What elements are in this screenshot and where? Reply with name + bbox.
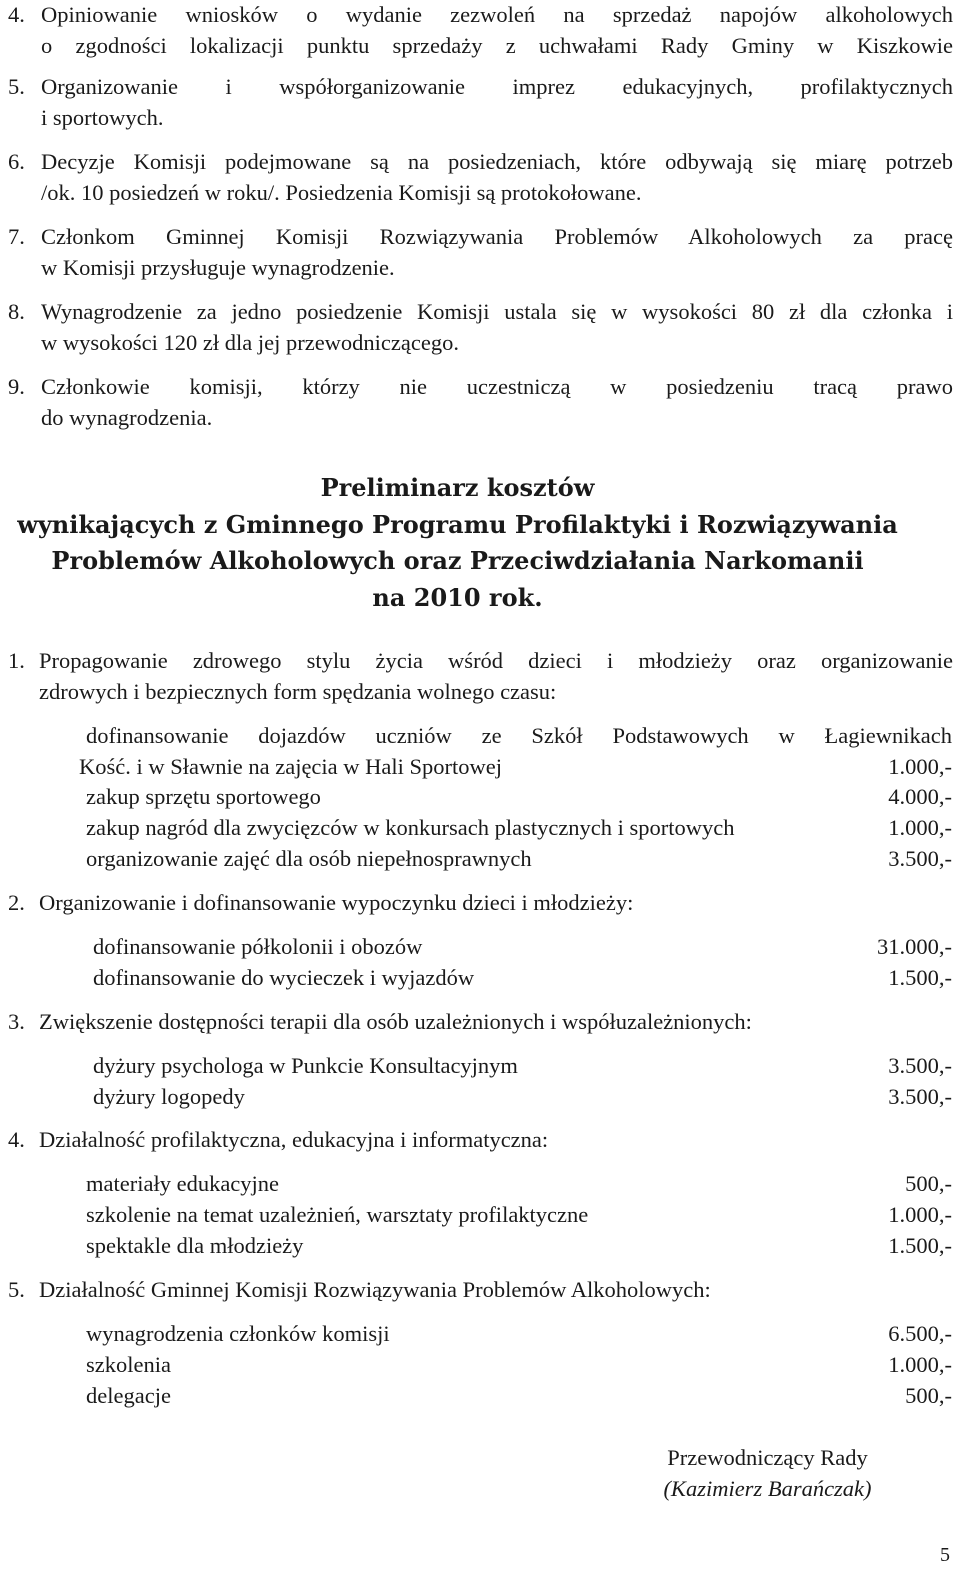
point-number: 6. — [8, 149, 25, 174]
section-number: 1. — [8, 648, 25, 673]
cost-item-amount: 4.000,- — [888, 784, 952, 809]
point-number: 8. — [8, 299, 25, 324]
point-text-line: w Komisji przysługuje wynagrodzenie. — [41, 254, 395, 280]
point-text-line: do wynagrodzenia. — [41, 404, 213, 430]
point-text-line: Członkom Gminnej Komisji Rozwiązywania Problemów Alkoholowych za pracę — [41, 224, 953, 249]
title-line: wynikających z Gminnego Programu Profilaktyki i Rozwiązywania — [17, 509, 898, 539]
cost-item — [93, 1051, 952, 1081]
point-text-line: Opiniowanie wniosków o wydanie zezwoleń na sprzedaż napojów alkoholowych — [41, 2, 953, 27]
cost-item — [93, 1082, 952, 1112]
section-number: 3. — [8, 1009, 25, 1034]
cost-item — [86, 1350, 952, 1380]
section-number: 5. — [8, 1277, 25, 1302]
cost-item-label: spektakle dla młodzieży — [86, 1233, 304, 1258]
cost-item-amount: 1.000,- — [888, 754, 952, 779]
cost-item-label: materiały edukacyjne — [86, 1171, 280, 1196]
section-number: 2. — [8, 890, 25, 915]
cost-item — [93, 932, 952, 962]
section-5-heading — [8, 1275, 953, 1306]
cost-item-amount: 1.500,- — [888, 1233, 952, 1258]
cost-item-label: szkolenia — [86, 1352, 171, 1377]
section-number: 4. — [8, 1127, 25, 1152]
point-text-line: Decyzje Komisji podejmowane są na posiedzeniach, które odbywają się miarę potrzeb — [41, 149, 953, 174]
point-5 — [8, 72, 953, 133]
section-heading-line: Propagowanie zdrowego stylu życia wśród dzieci i młodzieży oraz organizowanie — [39, 648, 953, 673]
cost-item — [86, 782, 952, 812]
title-line: na 2010 rok. — [372, 582, 543, 612]
cost-item-label: delegacje — [86, 1383, 171, 1408]
cost-item-label: dyżury logopedy — [93, 1084, 245, 1109]
cost-item-amount: 1.500,- — [888, 965, 952, 990]
section-3-heading — [8, 1007, 953, 1038]
cost-item-label: organizowanie zajęć dla osób niepełnosprawnych — [86, 846, 532, 871]
document-title — [0, 470, 915, 616]
cost-item-amount: 3.500,- — [888, 1084, 952, 1109]
point-7 — [8, 222, 953, 283]
section-4-heading — [8, 1125, 953, 1156]
cost-item-label: wynagrodzenia członków komisji — [86, 1321, 390, 1346]
point-9 — [8, 372, 953, 433]
title-line: Preliminarz kosztów — [320, 473, 595, 502]
point-text-line: o zgodności lokalizacji punktu sprzedaży z uchwałami Rady Gminy w Kiszkowie — [41, 32, 953, 58]
cost-item — [86, 1319, 952, 1349]
cost-item — [93, 963, 952, 993]
cost-item-amount: 6.500,- — [888, 1321, 952, 1346]
point-number: 5. — [8, 74, 25, 99]
signature-role: Przewodniczący Rady — [667, 1445, 868, 1470]
cost-item-label: szkolenie na temat uzależnień, warsztaty profilaktyczne — [86, 1202, 589, 1227]
cost-item-label: zakup sprzętu sportowego — [86, 784, 321, 809]
point-text-line: /ok. 10 posiedzeń w roku/. Posiedzenia Komisji są protokołowane. — [41, 179, 642, 205]
section-heading-line: Organizowanie i dofinansowanie wypoczynku dzieci i młodzieży: — [39, 890, 634, 915]
cost-item-amount: 500,- — [905, 1383, 952, 1408]
cost-item — [86, 1381, 952, 1411]
section-heading-line: Działalność profilaktyczna, edukacyjna i informatyczna: — [39, 1127, 549, 1152]
point-text-line: i sportowych. — [41, 104, 164, 130]
point-text-line: Organizowanie i współorganizowanie imprez edukacyjnych, profilaktycznych — [41, 74, 953, 99]
cost-item-amount: 1.000,- — [888, 1352, 952, 1377]
signature-name: (Kazimierz Barańczak) — [663, 1476, 872, 1501]
page-number: 5 — [940, 1544, 950, 1566]
cost-item-label: dofinansowanie półkolonii i obozów — [93, 934, 423, 959]
section-heading-line: zdrowych i bezpiecznych form spędzania wolnego czasu: — [39, 678, 557, 704]
section-heading-line: Działalność Gminnej Komisji Rozwiązywania Problemów Alkoholowych: — [39, 1277, 711, 1302]
cost-item-amount: 3.500,- — [888, 1053, 952, 1078]
point-number: 9. — [8, 374, 25, 399]
cost-item — [86, 844, 952, 874]
cost-item — [86, 1231, 952, 1261]
cost-item-label: dofinansowanie do wycieczek i wyjazdów — [93, 965, 475, 990]
point-number: 4. — [8, 2, 25, 27]
section-2-heading — [8, 888, 953, 919]
cost-item — [86, 813, 952, 843]
signature-block — [600, 1442, 935, 1504]
cost-item-amount: 31.000,- — [877, 934, 952, 959]
cost-item-transport — [79, 720, 952, 782]
cost-item-amount: 500,- — [905, 1171, 952, 1196]
cost-item — [86, 1200, 952, 1230]
cost-item-amount: 1.000,- — [888, 815, 952, 840]
point-number: 7. — [8, 224, 25, 249]
point-text-line: Wynagrodzenie za jedno posiedzenie Komisji ustala się w wysokości 80 zł dla członka i — [41, 299, 953, 324]
cost-item-label: zakup nagród dla zwycięzców w konkursach plastycznych i sportowych — [86, 815, 735, 840]
section-1-heading — [8, 646, 953, 707]
point-4 — [8, 0, 953, 61]
point-8 — [8, 297, 953, 358]
cost-item-amount: 3.500,- — [888, 846, 952, 871]
cost-item-label: dyżury psychologa w Punkcie Konsultacyjnym — [93, 1053, 518, 1078]
cost-item-label-line: Kość. i w Sławnie na zajęcia w Hali Sportowej — [79, 754, 503, 779]
cost-item-label-line: dofinansowanie dojazdów uczniów ze Szkół Podstawowych w Łagiewnikach — [86, 723, 952, 748]
cost-item — [86, 1169, 952, 1199]
section-heading-line: Zwiększenie dostępności terapii dla osób uzależnionych i współuzależnionych: — [39, 1009, 752, 1034]
cost-item-amount: 1.000,- — [888, 1202, 952, 1227]
point-text-line: w wysokości 120 zł dla jej przewodniczącego. — [41, 329, 459, 355]
title-line: Problemów Alkoholowych oraz Przeciwdziałania Narkomanii — [51, 546, 864, 575]
point-text-line: Członkowie komisji, którzy nie uczestniczą w posiedzeniu tracą prawo — [41, 374, 953, 399]
point-6 — [8, 147, 953, 208]
